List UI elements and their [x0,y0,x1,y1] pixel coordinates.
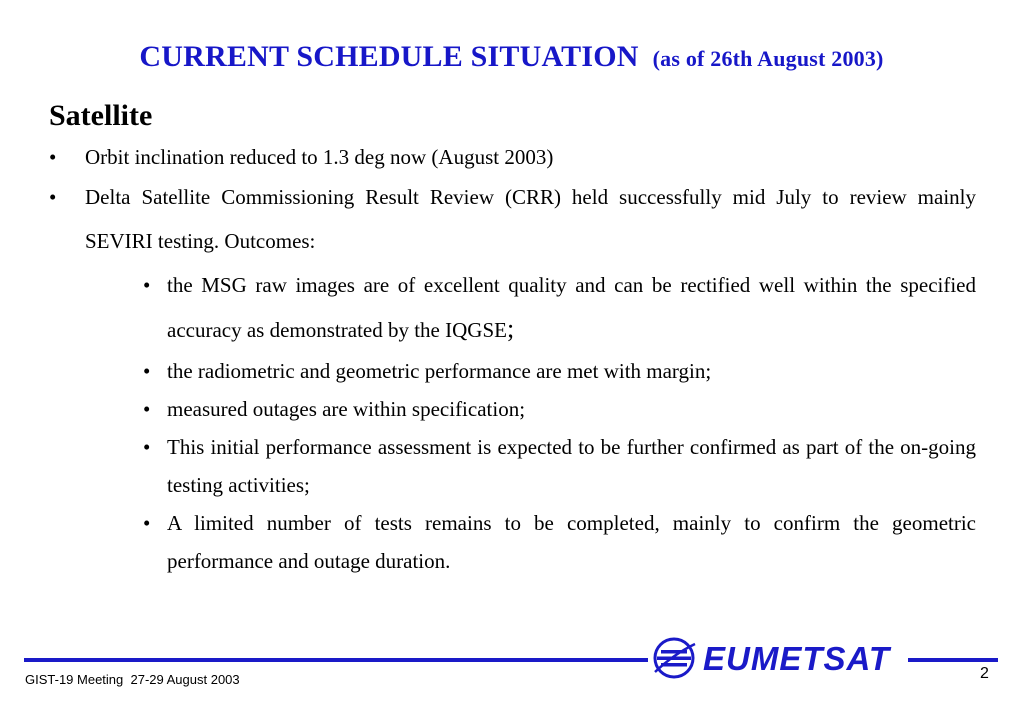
section-heading: Satellite [49,99,153,132]
sub-bullet-text: the MSG raw images are of excellent quality and can be rectified well within the specified accuracy as demonstrated by the IQGSE [167,273,976,342]
sub-bullet-text: A limited number of tests remains to be completed, mainly to confirm the geometric performance and outage duration. [167,511,976,573]
footer-rule-right [908,658,998,662]
sub-bullet-item [140,428,976,504]
sub-bullet-marker: • [143,435,151,459]
title-date: (as of 26th August 2003) [652,46,884,71]
sub-bullet-item [140,352,976,390]
bullet-item [49,141,976,173]
sub-bullet-suffix: ; [506,314,515,343]
eumetsat-globe-icon [651,636,697,680]
title-main: CURRENT SCHEDULE SITUATION [139,40,639,73]
bullet-list [49,141,976,580]
footer-rule-left [24,658,648,662]
sub-bullet-text: This initial performance assessment is expected to be further confirmed as part of the on-going testing activities; [167,435,976,497]
bullet-marker: • [49,145,57,169]
sub-bullet-marker: • [143,359,151,383]
sub-bullet-marker: • [143,397,151,421]
bullet-marker: • [49,185,57,209]
bullet-text: Delta Satellite Commissioning Result Review (CRR) held successfully mid July to review mainly SEVIRI testing. Outcomes: [85,185,976,253]
sub-bullet-text: measured outages are within specification; [167,397,526,421]
sub-bullet-marker: • [143,511,151,535]
sub-bullet-item [140,263,976,352]
sub-bullet-item [140,390,976,428]
sub-bullet-marker: • [143,273,151,297]
bullet-text: Orbit inclination reduced to 1.3 deg now (August 2003) [85,145,554,169]
page-number: 2 [980,665,989,682]
slide-title [0,40,1023,74]
outcomes-list [140,263,976,580]
sub-bullet-item [140,504,976,580]
logo-wordmark: EUMETSAT [703,640,891,677]
bullet-item [49,175,976,263]
sub-bullet-text: the radiometric and geometric performance are met with margin; [167,359,712,383]
footer-meeting-info: GIST-19 Meeting 27-29 August 2003 [25,672,240,687]
eumetsat-logo [651,634,906,682]
